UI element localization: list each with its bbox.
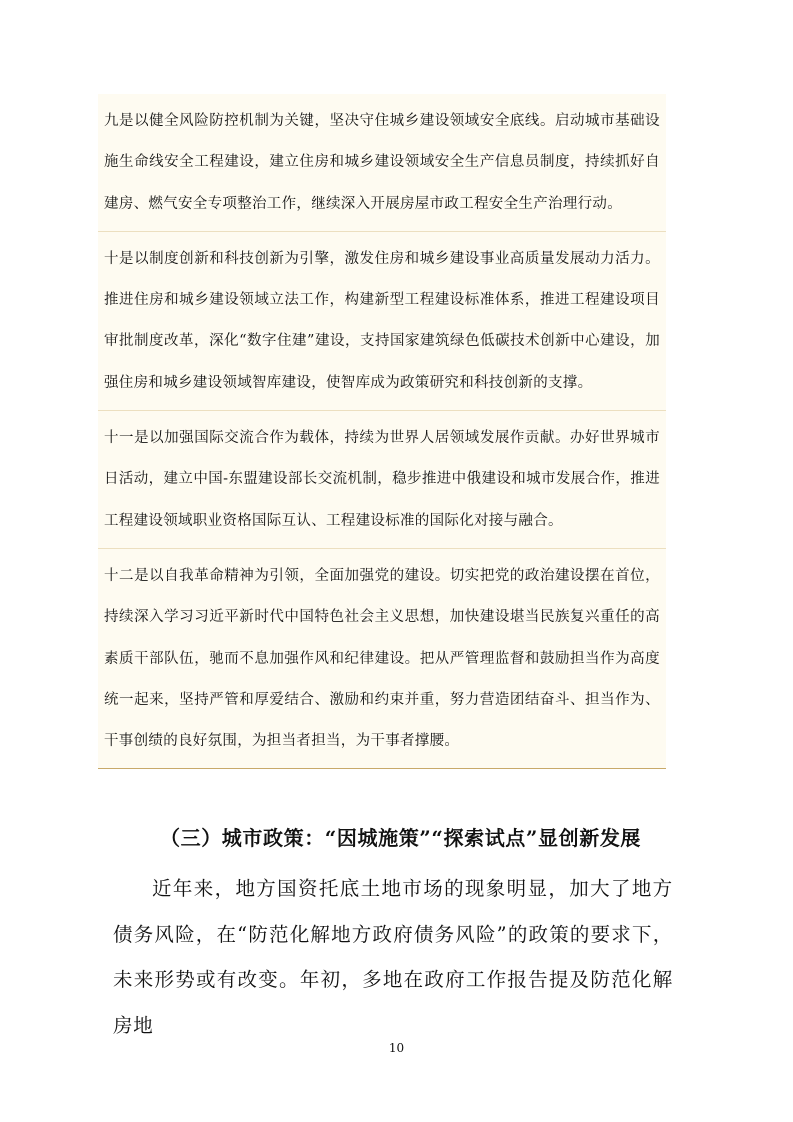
body-paragraph: 近年来，地方国资托底土地市场的现象明显，加大了地方债务风险，在“防范化解地方政府债务风险”的政策的要求下，未来形势或有改变。年初，多地在政府工作报告提及防范化解房地: [113, 877, 673, 1037]
table-row-11: 十一是以加强国际交流合作为载体，持续为世界人居领域发展作贡献。办好世界城市日活动，建立中国-东盟建设部长交流机制，稳步推进中俄建设和城市发展合作，推进工程建设领域职业资格国际互认、工程建设标准的国际化对接与融合。: [98, 411, 666, 549]
table-row-12: 十二是以自我革命精神为引领，全面加强党的建设。切实把党的政治建设摆在首位，持续深入学习习近平新时代中国特色社会主义思想，加快建设堪当民族复兴重任的高素质干部队伍，驰而不息加强作风和纪律建设。把从严管理监督和鼓励担当作为高度统一起来，坚持严管和厚爱结合、激励和约束并重，努力营造团结奋斗、担当作为、干事创绩的良好氛围，为担当者担当，为干事者撑腰。: [98, 549, 666, 768]
measures-table: [98, 94, 666, 769]
section-heading: （三）城市政策：“因城施策”“探索试点”显创新发展: [160, 826, 642, 850]
page-number: 10: [388, 1041, 405, 1055]
table-row-9: 九是以健全风险防控机制为关键，坚决守住城乡建设领域安全底线。启动城市基础设施生命线安全工程建设，建立住房和城乡建设领域安全生产信息员制度，持续抓好自建房、燃气安全专项整治工作，继续深入开展房屋市政工程安全生产治理行动。: [98, 94, 666, 232]
table-row-10: 十是以制度创新和科技创新为引擎，激发住房和城乡建设事业高质量发展动力活力。推进住房和城乡建设领域立法工作，构建新型工程建设标准体系，推进工程建设项目审批制度改革，深化“数字住建”建设，支持国家建筑绿色低碳技术创新中心建设，加强住房和城乡建设领域智库建设，使智库成为政策研究和科技创新的支撑。: [98, 232, 666, 411]
